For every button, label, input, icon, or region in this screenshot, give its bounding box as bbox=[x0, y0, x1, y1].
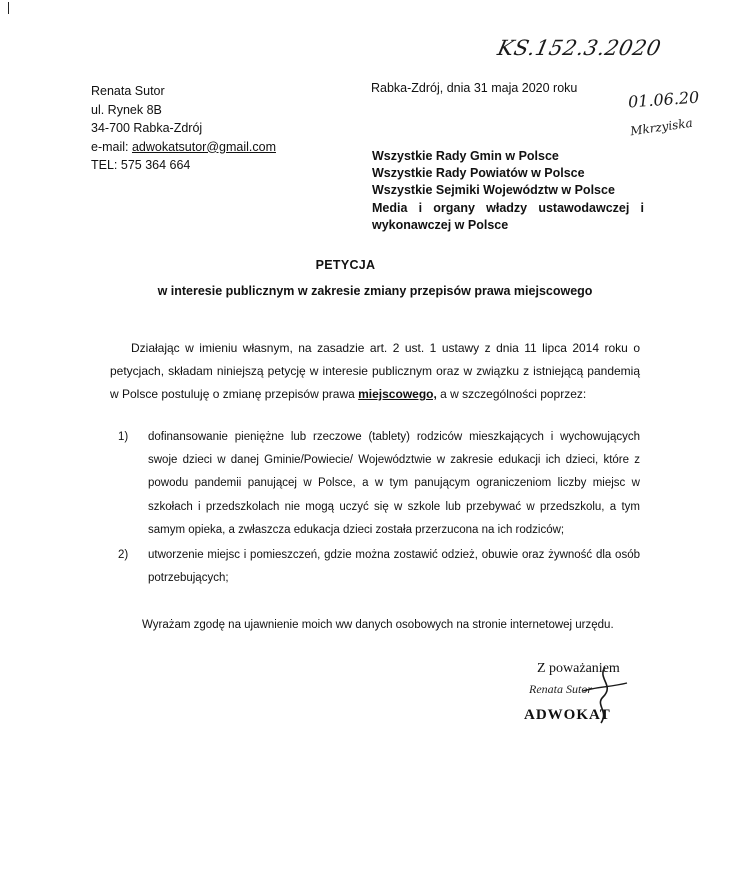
closing-regards: Z poważaniem bbox=[537, 661, 620, 676]
sender-block bbox=[91, 82, 276, 175]
list-item-number: 1) bbox=[118, 431, 129, 443]
registrar-initials-handwritten: Mkrzyiska bbox=[629, 115, 694, 139]
sender-city: 34-700 Rabka-Zdrój bbox=[91, 121, 203, 135]
recipient-line: Wszystkie Rady Gmin w Polsce bbox=[372, 149, 559, 163]
list-item-text: utworzenie miejsc i pomieszczeń, gdzie można zostawić odzież, obuwie oraz żywność dla osób potrzebujących; bbox=[148, 549, 640, 585]
sender-email-line bbox=[91, 138, 276, 157]
recipients-block bbox=[372, 148, 644, 234]
postulates-list bbox=[118, 426, 640, 592]
list-item bbox=[118, 426, 640, 542]
intro-paragraph bbox=[110, 337, 640, 406]
intro-emphasis: miejscowego, bbox=[358, 387, 437, 401]
sender-phone: TEL: 575 364 664 bbox=[91, 158, 191, 172]
list-item bbox=[118, 544, 640, 590]
list-item-number: 2) bbox=[118, 549, 129, 562]
received-date-handwritten: 01.06.20 bbox=[627, 87, 700, 112]
list-item-text: dofinansowanie pieniężne lub rzeczowe (tablety) rodziców mieszkających i wychowujących swoje dzieci w danej Gminie/Powiecie/ Województwie w zakresie edukacji ich dzieci, które z powodu pandemii panującej w Polsce, a w tym panującym ograniczeniom liczby miejsc w szkołach i przedszkolach nie mogą uczyć się w szkole lub przebywać w przedszkolu, a tym samym opieka, a zwłaszcza edukacja dzieci została przerzucona na ich rodziców; bbox=[148, 431, 640, 536]
recipient-line: Wszystkie Rady Powiatów w Polsce bbox=[372, 166, 585, 181]
stamp-text: ADWOKAT bbox=[524, 707, 611, 723]
sender-email-label: e-mail: bbox=[91, 139, 132, 154]
recipient-line: wykonawczej w Polsce bbox=[372, 217, 509, 232]
signature-name: Renata Sutor bbox=[529, 682, 592, 696]
intro-text-start: Działając w imieniu własnym, na zasadzie art. 2 ust. 1 ustawy z dnia 11 lipca 2014 roku o petycjach, składam niniejszą petycję w interesie publicznym oraz w związku z istniejącą pandemią w Polsce postuluję o zmianę przepisów prawa bbox=[110, 341, 640, 401]
document-subtitle: w interesie publicznym w zakresie zmiany przepisów prawa miejscowego bbox=[157, 284, 593, 298]
recipient-line: Media i organy władzy ustawodawczej i bbox=[372, 200, 644, 215]
recipient-line: Wszystkie Sejmiki Województw w Polsce bbox=[372, 183, 615, 198]
document-title: PETYCJA bbox=[315, 258, 376, 272]
sender-name: Renata Sutor bbox=[91, 84, 165, 98]
case-number-handwritten: KS.152.3.2020 bbox=[495, 36, 664, 60]
place-and-date: Rabka-Zdrój, dnia 31 maja 2020 roku bbox=[371, 81, 578, 95]
intro-text-end: a w szczególności poprzez: bbox=[436, 387, 587, 401]
scan-mark bbox=[8, 2, 9, 14]
sender-street: ul. Rynek 8B bbox=[91, 102, 162, 117]
sender-email-link[interactable]: adwokatsutor@gmail.com bbox=[131, 139, 276, 154]
consent-paragraph: Wyrażam zgodę na ujawnienie moich ww danych osobowych na stronie internetowej urzędu. bbox=[142, 619, 614, 631]
